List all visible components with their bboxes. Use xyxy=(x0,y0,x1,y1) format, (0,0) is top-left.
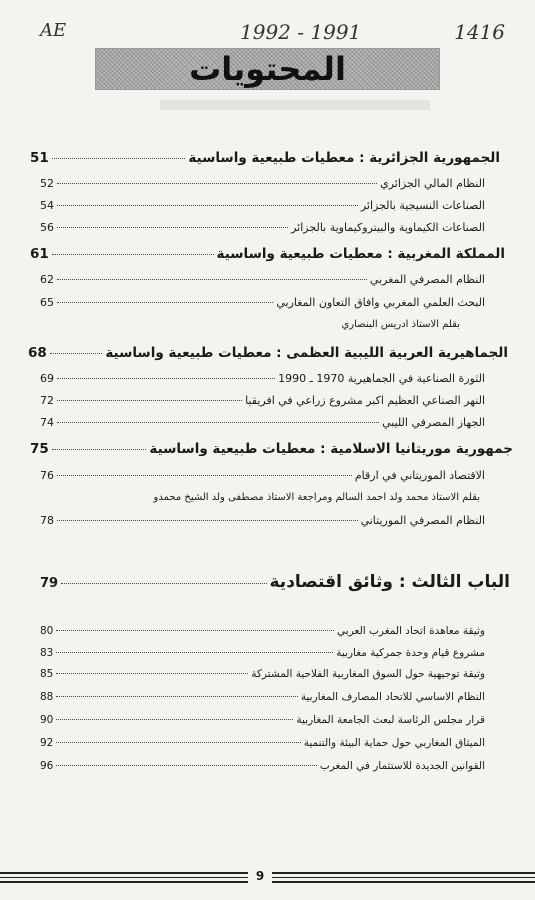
toc-page: 83 xyxy=(40,647,54,659)
toc-item-text: قرار مجلس الرئاسة لبعث الجامعة المغاربية xyxy=(296,714,485,726)
toc-heading[interactable] xyxy=(30,246,505,262)
leader-dots xyxy=(56,696,297,697)
toc-page: 65 xyxy=(40,296,54,309)
toc-page: 90 xyxy=(40,714,54,726)
leader-dots xyxy=(57,422,379,423)
page-title: المحتويات xyxy=(189,50,346,88)
toc-item[interactable] xyxy=(40,221,485,234)
toc-item[interactable] xyxy=(40,273,485,286)
toc-item[interactable] xyxy=(40,625,485,637)
toc-page: 75 xyxy=(30,441,49,457)
toc-item[interactable] xyxy=(40,469,485,482)
leader-dots xyxy=(56,765,316,766)
toc-item-text: الاقتصاد الموريتاني في ارقام xyxy=(354,469,485,482)
leader-dots xyxy=(56,742,300,743)
handwritten-number: 1416 xyxy=(454,20,505,44)
toc-item-text: الميثاق المغاربي حول حماية البيئة والتنمية xyxy=(303,737,485,749)
toc-item-text: الثورة الصناعية في الجماهيرية 1970 ـ 1990 xyxy=(278,372,485,385)
leader-dots xyxy=(61,583,266,584)
toc-page: 68 xyxy=(28,345,47,361)
leader-dots xyxy=(57,378,275,379)
toc-page: 56 xyxy=(40,221,54,234)
leader-dots xyxy=(50,353,103,354)
toc-page: 78 xyxy=(40,514,54,527)
toc-page: 74 xyxy=(40,416,54,429)
author-credit: بقلم الاستاذ ادريس البنصاري xyxy=(341,319,460,330)
leader-dots xyxy=(56,719,293,720)
toc-heading[interactable] xyxy=(30,150,500,166)
toc-page: 51 xyxy=(30,150,49,166)
toc-page: 85 xyxy=(40,668,54,680)
leader-dots xyxy=(56,673,248,674)
toc-item[interactable] xyxy=(40,514,485,527)
toc-item-text: النظام الاساسي للاتحاد المصارف المغاربية xyxy=(300,691,485,703)
toc-item[interactable] xyxy=(40,714,485,726)
toc-page: 79 xyxy=(40,576,59,591)
toc-page: 88 xyxy=(40,691,54,703)
toc-heading[interactable] xyxy=(30,441,513,457)
toc-page: 69 xyxy=(40,372,54,385)
toc-page: 80 xyxy=(40,625,54,637)
toc-item[interactable] xyxy=(40,691,485,703)
toc-item[interactable] xyxy=(40,296,485,309)
toc-item[interactable] xyxy=(40,668,485,680)
toc-item[interactable] xyxy=(40,394,485,407)
leader-dots xyxy=(57,302,273,303)
leader-dots xyxy=(52,254,214,255)
toc-heading-text: الجماهيرية العربية الليبية العظمى : معطيات طبيعية واساسية xyxy=(105,345,508,361)
toc-item-text: وثيقة معاهدة اتحاد المغرب العربي xyxy=(337,625,485,637)
toc-page: 61 xyxy=(30,246,49,262)
toc-heading-text: المملكة المغربية : معطيات طبيعية واساسية xyxy=(216,246,505,262)
toc-item[interactable] xyxy=(40,372,485,385)
toc-heading-text: جمهورية موريتانيا الاسلامية : معطيات طبيعية واساسية xyxy=(149,441,513,457)
toc-item[interactable] xyxy=(40,177,485,190)
toc-heading-text: الباب الثالث : وثائق اقتصادية xyxy=(269,572,510,592)
leader-dots xyxy=(52,158,186,159)
author-credit: بقلم الاستاذ محمد ولد احمد السالم ومراجعة الاستاذ مصطفى ولد الشيخ محمدو xyxy=(153,492,480,503)
toc-page: 72 xyxy=(40,394,54,407)
toc-heading-text: الجمهورية الجزائرية : معطيات طبيعية واساسية xyxy=(188,150,500,166)
toc-item[interactable] xyxy=(40,416,485,429)
toc-item[interactable] xyxy=(40,737,485,749)
handwritten-note-left: AE xyxy=(40,20,67,41)
toc-heading[interactable] xyxy=(28,345,508,361)
leader-dots xyxy=(57,183,377,184)
toc-item-text: البحث العلمي المغربي وافاق التعاون المغاربي xyxy=(276,296,485,309)
toc-part-heading[interactable] xyxy=(40,572,510,592)
page-number: 9 xyxy=(248,869,272,885)
toc-item-text: الجهاز المصرفي الليبي xyxy=(382,416,485,429)
toc-item[interactable] xyxy=(40,760,485,772)
toc-item[interactable] xyxy=(40,199,485,212)
toc-page: 62 xyxy=(40,273,54,286)
toc-item-text: النهر الصناعي العظيم اكبر مشروع زراعي في افريقيا xyxy=(245,394,485,407)
toc-page: 96 xyxy=(40,760,54,772)
leader-dots xyxy=(56,652,333,653)
leader-dots xyxy=(57,520,358,521)
toc-item-text: وثيقة توجيهية حول السوق المغاربية الفلاحية المشتركة xyxy=(251,668,485,680)
leader-dots xyxy=(52,449,147,450)
toc-page: 52 xyxy=(40,177,54,190)
handwritten-years: 1992 - 1991 xyxy=(240,20,362,44)
leader-dots xyxy=(57,205,358,206)
toc-page: 54 xyxy=(40,199,54,212)
leader-dots xyxy=(57,227,288,228)
toc-item-text: النظام المالي الجزائري xyxy=(380,177,485,190)
toc-page: 92 xyxy=(40,737,54,749)
toc-item-text: النظام المصرفي المغربي xyxy=(369,273,485,286)
toc-item-text: مشروع قيام وحدة جمركية مغاربية xyxy=(336,647,485,659)
toc-page: 76 xyxy=(40,469,54,482)
leader-dots xyxy=(57,400,242,401)
toc-item-text: الصناعات الكيماوية والبيتروكيماوية بالجزائر xyxy=(291,221,485,234)
leader-dots xyxy=(56,630,334,631)
toc-item[interactable] xyxy=(40,647,485,659)
toc-item-text: القوانين الجديدة للاستثمار في المغرب xyxy=(319,760,485,772)
toc-item-text: الصناعات النسيجية بالجزائر xyxy=(360,199,485,212)
leader-dots xyxy=(57,279,367,280)
toc-item-text: النظام المصرفي الموريتاني xyxy=(360,514,485,527)
leader-dots xyxy=(57,475,352,476)
